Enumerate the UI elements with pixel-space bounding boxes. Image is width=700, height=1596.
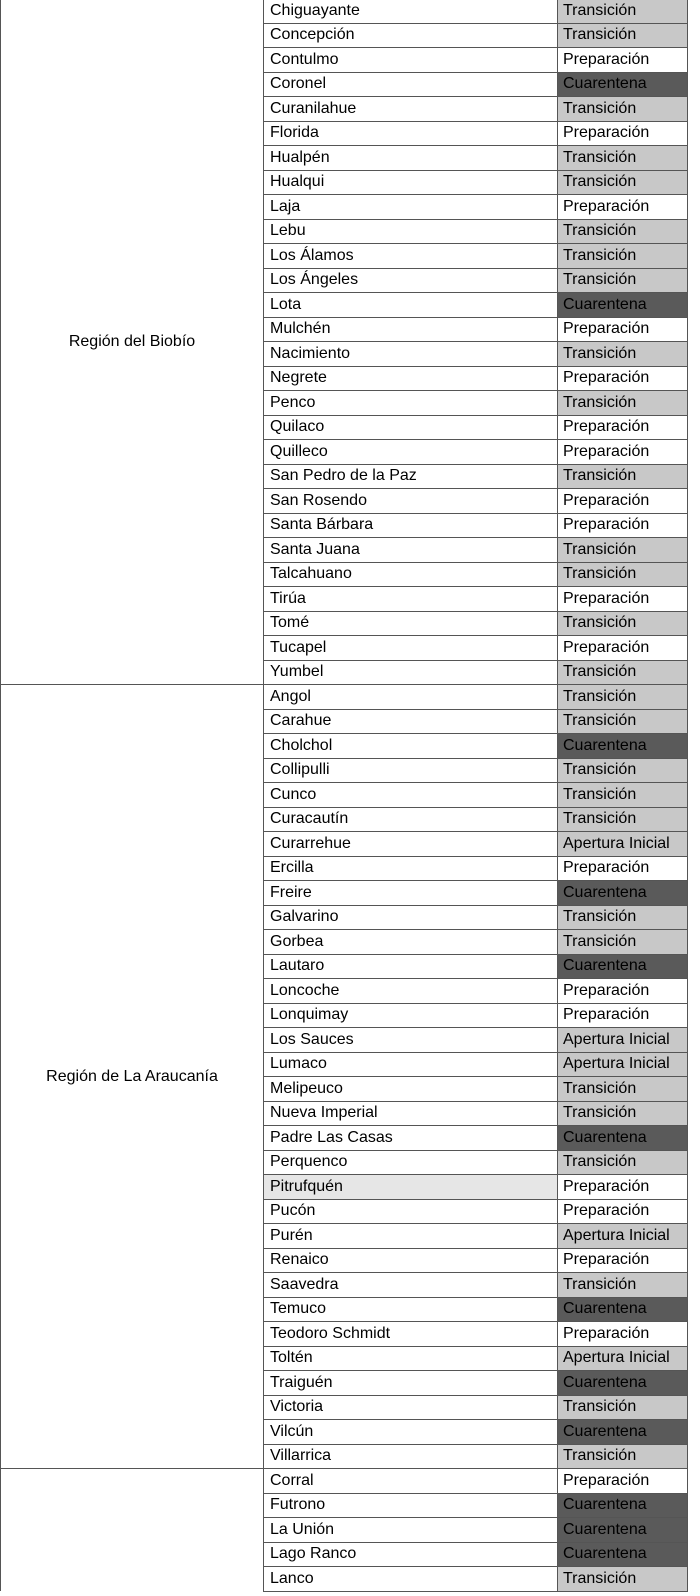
commune-name-cell: Hualpén: [264, 146, 558, 171]
commune-name-cell: Corral: [264, 1469, 558, 1494]
phase-status-cell: Cuarentena: [558, 1493, 688, 1518]
phase-status-cell: Apertura Inicial: [558, 1028, 688, 1053]
phase-status-cell: Transición: [558, 660, 688, 685]
phase-status-cell: Preparación: [558, 317, 688, 342]
commune-name-cell: Negrete: [264, 366, 558, 391]
commune-name-cell: Perquenco: [264, 1150, 558, 1175]
table-body: [1, 0, 688, 1591]
phase-status-cell: Preparación: [558, 1469, 688, 1494]
phase-status-cell: Transición: [558, 807, 688, 832]
phase-status-cell: Preparación: [558, 856, 688, 881]
commune-name-cell: Purén: [264, 1224, 558, 1249]
phase-status-cell: Cuarentena: [558, 1420, 688, 1445]
phase-status-cell: Preparación: [558, 587, 688, 612]
commune-name-cell: Traiguén: [264, 1371, 558, 1396]
commune-name-cell: Saavedra: [264, 1273, 558, 1298]
phase-status-cell: Transición: [558, 244, 688, 269]
phase-status-cell: Transición: [558, 783, 688, 808]
phase-status-cell: Transición: [558, 1101, 688, 1126]
phase-status-cell: Cuarentena: [558, 1371, 688, 1396]
phase-status-cell: Preparación: [558, 195, 688, 220]
phase-status-cell: Cuarentena: [558, 72, 688, 97]
commune-name-cell: Hualqui: [264, 170, 558, 195]
phase-status-cell: Transición: [558, 1273, 688, 1298]
region-name-cell: [1, 1469, 264, 1592]
phase-status-cell: Transición: [558, 758, 688, 783]
phase-status-cell: Transición: [558, 1077, 688, 1102]
phase-status-cell: Transición: [558, 391, 688, 416]
phase-status-cell: Apertura Inicial: [558, 832, 688, 857]
phase-status-cell: Cuarentena: [558, 881, 688, 906]
table-row: [1, 685, 688, 710]
phase-status-cell: Preparación: [558, 1248, 688, 1273]
commune-name-cell: Curacautín: [264, 807, 558, 832]
phase-status-cell: Preparación: [558, 48, 688, 73]
commune-name-cell: Lota: [264, 293, 558, 318]
table-row: [1, 0, 688, 23]
commune-name-cell: Galvarino: [264, 905, 558, 930]
commune-name-cell: Victoria: [264, 1395, 558, 1420]
phase-status-cell: Preparación: [558, 121, 688, 146]
commune-name-cell: Tirúa: [264, 587, 558, 612]
commune-name-cell: Carahue: [264, 709, 558, 734]
phase-status-cell: Preparación: [558, 415, 688, 440]
commune-name-cell: Coronel: [264, 72, 558, 97]
phase-status-cell: Cuarentena: [558, 1297, 688, 1322]
commune-name-cell: Melipeuco: [264, 1077, 558, 1102]
phase-status-cell: Transición: [558, 1567, 688, 1592]
phase-status-cell: Preparación: [558, 366, 688, 391]
commune-name-cell: Chiguayante: [264, 0, 558, 23]
phase-status-cell: Cuarentena: [558, 293, 688, 318]
commune-name-cell: Curanilahue: [264, 97, 558, 122]
commune-name-cell: Laja: [264, 195, 558, 220]
commune-name-cell: Lautaro: [264, 954, 558, 979]
commune-name-cell: San Pedro de la Paz: [264, 464, 558, 489]
phase-status-cell: Cuarentena: [558, 1126, 688, 1151]
phase-status-cell: Transición: [558, 219, 688, 244]
phase-status-cell: Preparación: [558, 636, 688, 661]
commune-name-cell: Tomé: [264, 611, 558, 636]
commune-name-cell: Los Ángeles: [264, 268, 558, 293]
phase-status-cell: Preparación: [558, 1199, 688, 1224]
region-name-cell: Región de La Araucanía: [1, 685, 264, 1469]
commune-name-cell: San Rosendo: [264, 489, 558, 514]
commune-name-cell: Toltén: [264, 1346, 558, 1371]
phase-status-cell: Apertura Inicial: [558, 1346, 688, 1371]
commune-name-cell: Los Álamos: [264, 244, 558, 269]
commune-name-cell: Angol: [264, 685, 558, 710]
phase-status-cell: Transición: [558, 905, 688, 930]
phase-status-cell: Transición: [558, 930, 688, 955]
commune-name-cell: Cunco: [264, 783, 558, 808]
table-row: [1, 1469, 688, 1494]
commune-name-cell: Nacimiento: [264, 342, 558, 367]
commune-name-cell: Ercilla: [264, 856, 558, 881]
phase-status-cell: Cuarentena: [558, 1518, 688, 1543]
phase-status-cell: Transición: [558, 342, 688, 367]
phase-status-cell: Apertura Inicial: [558, 1052, 688, 1077]
phase-status-cell: Preparación: [558, 1322, 688, 1347]
commune-name-cell: Yumbel: [264, 660, 558, 685]
commune-name-cell: Nueva Imperial: [264, 1101, 558, 1126]
commune-name-cell: Lanco: [264, 1567, 558, 1592]
phase-status-cell: Preparación: [558, 979, 688, 1004]
commune-name-cell: Lago Ranco: [264, 1542, 558, 1567]
phase-status-cell: Preparación: [558, 1175, 688, 1200]
commune-name-cell: Concepción: [264, 23, 558, 48]
phase-status-cell: Transición: [558, 97, 688, 122]
commune-name-cell: Lonquimay: [264, 1003, 558, 1028]
phase-status-cell: Transición: [558, 464, 688, 489]
commune-name-cell: Tucapel: [264, 636, 558, 661]
commune-name-cell: Quilleco: [264, 440, 558, 465]
commune-name-cell: La Unión: [264, 1518, 558, 1543]
commune-name-cell: Pucón: [264, 1199, 558, 1224]
commune-name-cell: Lebu: [264, 219, 558, 244]
phase-status-cell: Transición: [558, 1444, 688, 1469]
phase-status-cell: Cuarentena: [558, 734, 688, 759]
commune-name-cell: Santa Bárbara: [264, 513, 558, 538]
commune-name-cell: Cholchol: [264, 734, 558, 759]
commune-name-cell: Villarrica: [264, 1444, 558, 1469]
phase-status-cell: Transición: [558, 1150, 688, 1175]
commune-name-cell: Collipulli: [264, 758, 558, 783]
commune-name-cell: Contulmo: [264, 48, 558, 73]
commune-name-cell: Curarrehue: [264, 832, 558, 857]
commune-name-cell: Santa Juana: [264, 538, 558, 563]
commune-name-cell: Penco: [264, 391, 558, 416]
phase-status-cell: Transición: [558, 709, 688, 734]
phase-status-cell: Transición: [558, 611, 688, 636]
commune-name-cell: Padre Las Casas: [264, 1126, 558, 1151]
phase-status-cell: Transición: [558, 146, 688, 171]
phase-status-cell: Preparación: [558, 1003, 688, 1028]
commune-name-cell: Los Sauces: [264, 1028, 558, 1053]
commune-name-cell: Loncoche: [264, 979, 558, 1004]
commune-name-cell: Vilcún: [264, 1420, 558, 1445]
phase-status-cell: Transición: [558, 562, 688, 587]
commune-name-cell: Renaico: [264, 1248, 558, 1273]
commune-name-cell: Temuco: [264, 1297, 558, 1322]
phase-status-cell: Cuarentena: [558, 954, 688, 979]
phase-status-cell: Transición: [558, 538, 688, 563]
phase-status-cell: Preparación: [558, 440, 688, 465]
phase-status-cell: Preparación: [558, 489, 688, 514]
commune-name-cell: Mulchén: [264, 317, 558, 342]
commune-name-cell: Freire: [264, 881, 558, 906]
commune-name-cell: Gorbea: [264, 930, 558, 955]
commune-name-cell: Teodoro Schmidt: [264, 1322, 558, 1347]
phase-status-cell: Preparación: [558, 513, 688, 538]
phase-status-cell: Transición: [558, 170, 688, 195]
commune-name-cell: Talcahuano: [264, 562, 558, 587]
phase-status-cell: Transición: [558, 1395, 688, 1420]
phase-status-cell: Transición: [558, 23, 688, 48]
commune-name-cell: Pitrufquén: [264, 1175, 558, 1200]
commune-name-cell: Lumaco: [264, 1052, 558, 1077]
phase-status-cell: Transición: [558, 268, 688, 293]
phase-status-cell: Transición: [558, 0, 688, 23]
phase-status-cell: Apertura Inicial: [558, 1224, 688, 1249]
phase-status-cell: Cuarentena: [558, 1542, 688, 1567]
commune-name-cell: Futrono: [264, 1493, 558, 1518]
commune-name-cell: Florida: [264, 121, 558, 146]
region-name-cell: Región del Biobío: [1, 0, 264, 685]
phase-status-cell: Transición: [558, 685, 688, 710]
commune-name-cell: Quilaco: [264, 415, 558, 440]
